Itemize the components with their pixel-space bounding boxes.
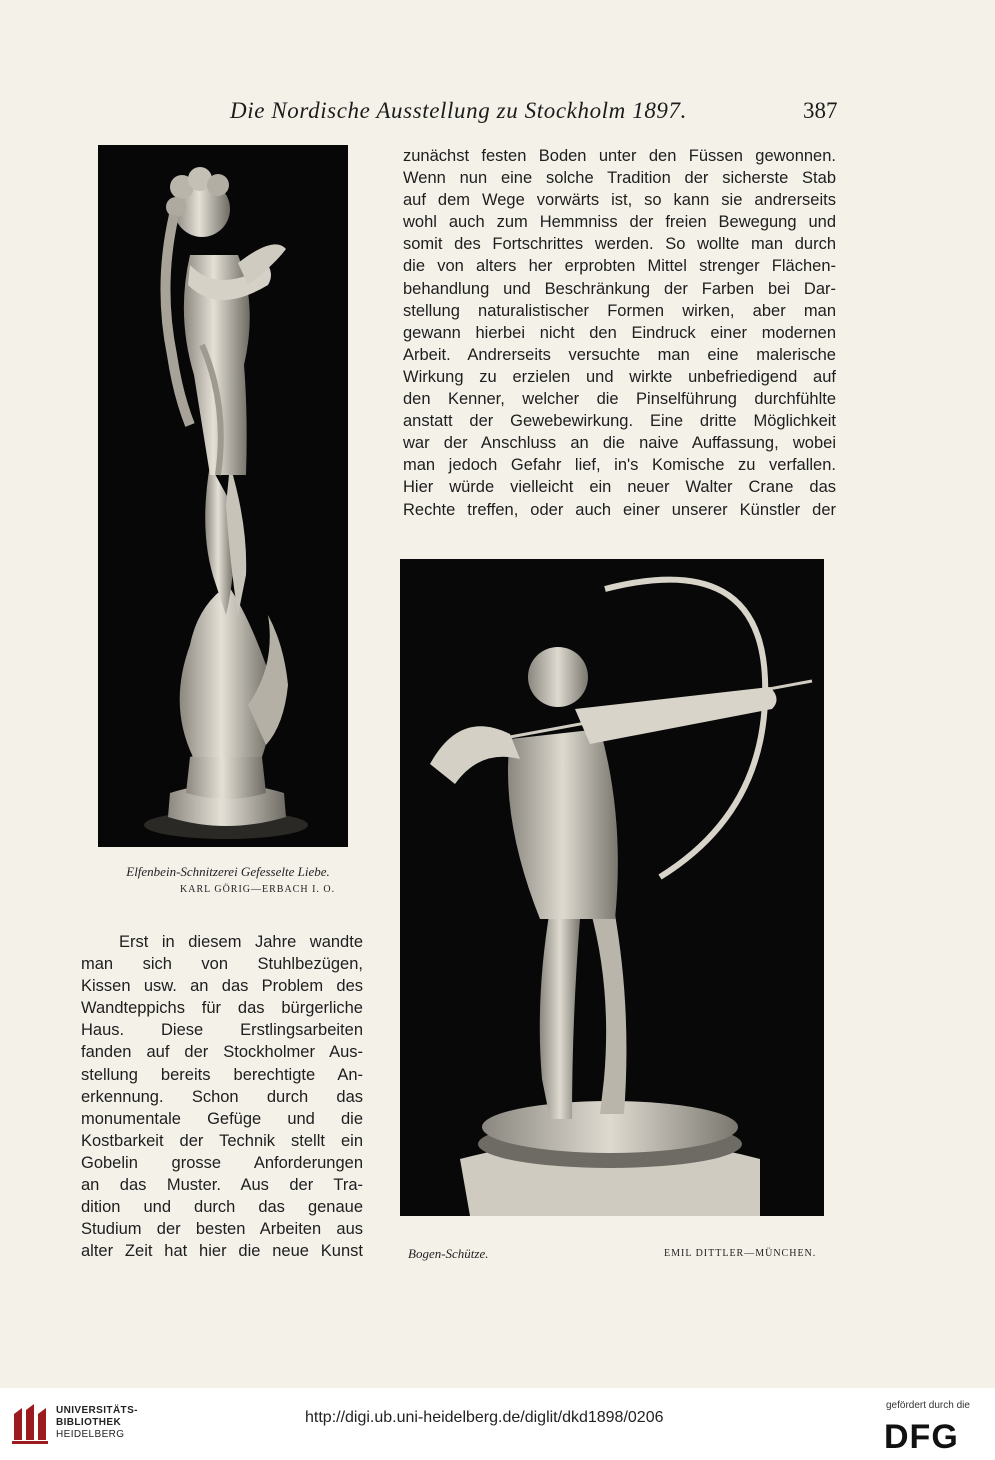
text-line: Wandteppichs für das bürgerliche	[81, 999, 363, 1018]
figure-right-caption-author: EMIL DITTLER—MÜNCHEN.	[664, 1248, 817, 1259]
text-line: Gobelin grosse Anforderungen	[81, 1153, 363, 1172]
text-line: den Kenner, welcher die Pinselführung durchfühlte	[403, 390, 836, 409]
text-line: Rechte treffen, oder auch einer unserer Künstler der	[403, 500, 836, 519]
dfg-logo: DFG	[884, 1418, 959, 1456]
text-line: Haus. Diese Erstlingsarbeiten	[81, 1021, 363, 1040]
institution-city: HEIDELBERG	[56, 1429, 125, 1440]
page-number: 387	[803, 98, 838, 123]
text-line: Kissen usw. an das Problem des	[81, 977, 363, 996]
photo-ivory-carving	[98, 145, 348, 847]
text-line: gewann hierbei nicht den Eindruck einer modernen	[403, 323, 836, 342]
text-line: die von alters her erprobten Mittel strenger Flächen-	[403, 257, 836, 276]
figure-left-caption-title: Elfenbein-Schnitzerei Gefesselte Liebe.	[126, 864, 330, 879]
running-head-title: Die Nordische Ausstellung zu Stockholm 1897.	[230, 98, 687, 123]
institution-name-line1: UNIVERSITÄTS-	[56, 1405, 138, 1416]
text-line: Studium der besten Arbeiten aus	[81, 1220, 363, 1239]
funded-by-label: gefördert durch die	[886, 1400, 970, 1411]
text-line: zunächst festen Boden unter den Füssen gewonnen.	[403, 147, 836, 165]
figure-left-caption-author: KARL GÖRIG—ERBACH I. O.	[180, 884, 336, 895]
text-line: fanden auf der Stockholmer Aus-	[81, 1043, 363, 1062]
text-line: an das Muster. Aus der Tra-	[81, 1176, 363, 1195]
text-line: stellung bereits berechtigte An-	[81, 1065, 363, 1084]
text-line: monumentale Gefüge und die	[81, 1109, 363, 1128]
text-line: Wirkung zu erzielen und wirkte unbefriedigend auf	[403, 367, 836, 386]
text-line: Erst in diesem Jahre wandte	[119, 933, 363, 951]
right-column-text	[403, 145, 836, 521]
text-line: stellung naturalistischer Formen wirken, aber man	[403, 301, 836, 320]
figure-right-caption-title: Bogen-Schütze.	[408, 1246, 489, 1261]
photo-archer-sculpture	[400, 559, 824, 1216]
text-line: erkennung. Schon durch das	[81, 1087, 363, 1106]
text-line: war der Anschluss an die naive Auffassung, wobei	[403, 434, 836, 453]
text-line: Wenn nun eine solche Tradition der sicherste Stab	[403, 169, 836, 188]
text-line: auf dem Wege vorwärts ist, so kann sie andrerseits	[403, 191, 836, 210]
heidelberg-library-icon	[10, 1400, 50, 1445]
text-line: behandlung und Beschränkung der Farben bei Dar-	[403, 279, 836, 298]
text-line: anstatt der Gewebewirkung. Eine dritte Möglichkeit	[403, 412, 836, 431]
text-line: Kostbarkeit der Technik stellt ein	[81, 1131, 363, 1150]
permalink-url[interactable]: http://digi.ub.uni-heidelberg.de/diglit/dkd1898/0206	[305, 1409, 664, 1426]
left-column-text	[81, 931, 363, 1262]
text-line: Arbeit. Andrerseits versuchte man eine malerische	[403, 345, 836, 364]
text-line: somit des Fortschrittes werden. So wollte man durch	[403, 235, 836, 254]
text-line: man jedoch Gefahr lief, in's Komische zu verfallen.	[403, 456, 836, 475]
text-line: man sich von Stuhlbezügen,	[81, 955, 363, 974]
ivory-figure-illustration	[98, 145, 348, 847]
archer-figure-illustration	[400, 559, 824, 1216]
text-line: wohl auch zum Hemmniss der freien Bewegung und	[403, 213, 836, 232]
text-line: alter Zeit hat hier die neue Kunst	[81, 1242, 363, 1261]
institution-name-line2: BIBLIOTHEK	[56, 1417, 122, 1428]
text-line: dition und durch das genaue	[81, 1198, 363, 1217]
text-line: Hier würde vielleicht ein neuer Walter Crane das	[403, 478, 836, 497]
